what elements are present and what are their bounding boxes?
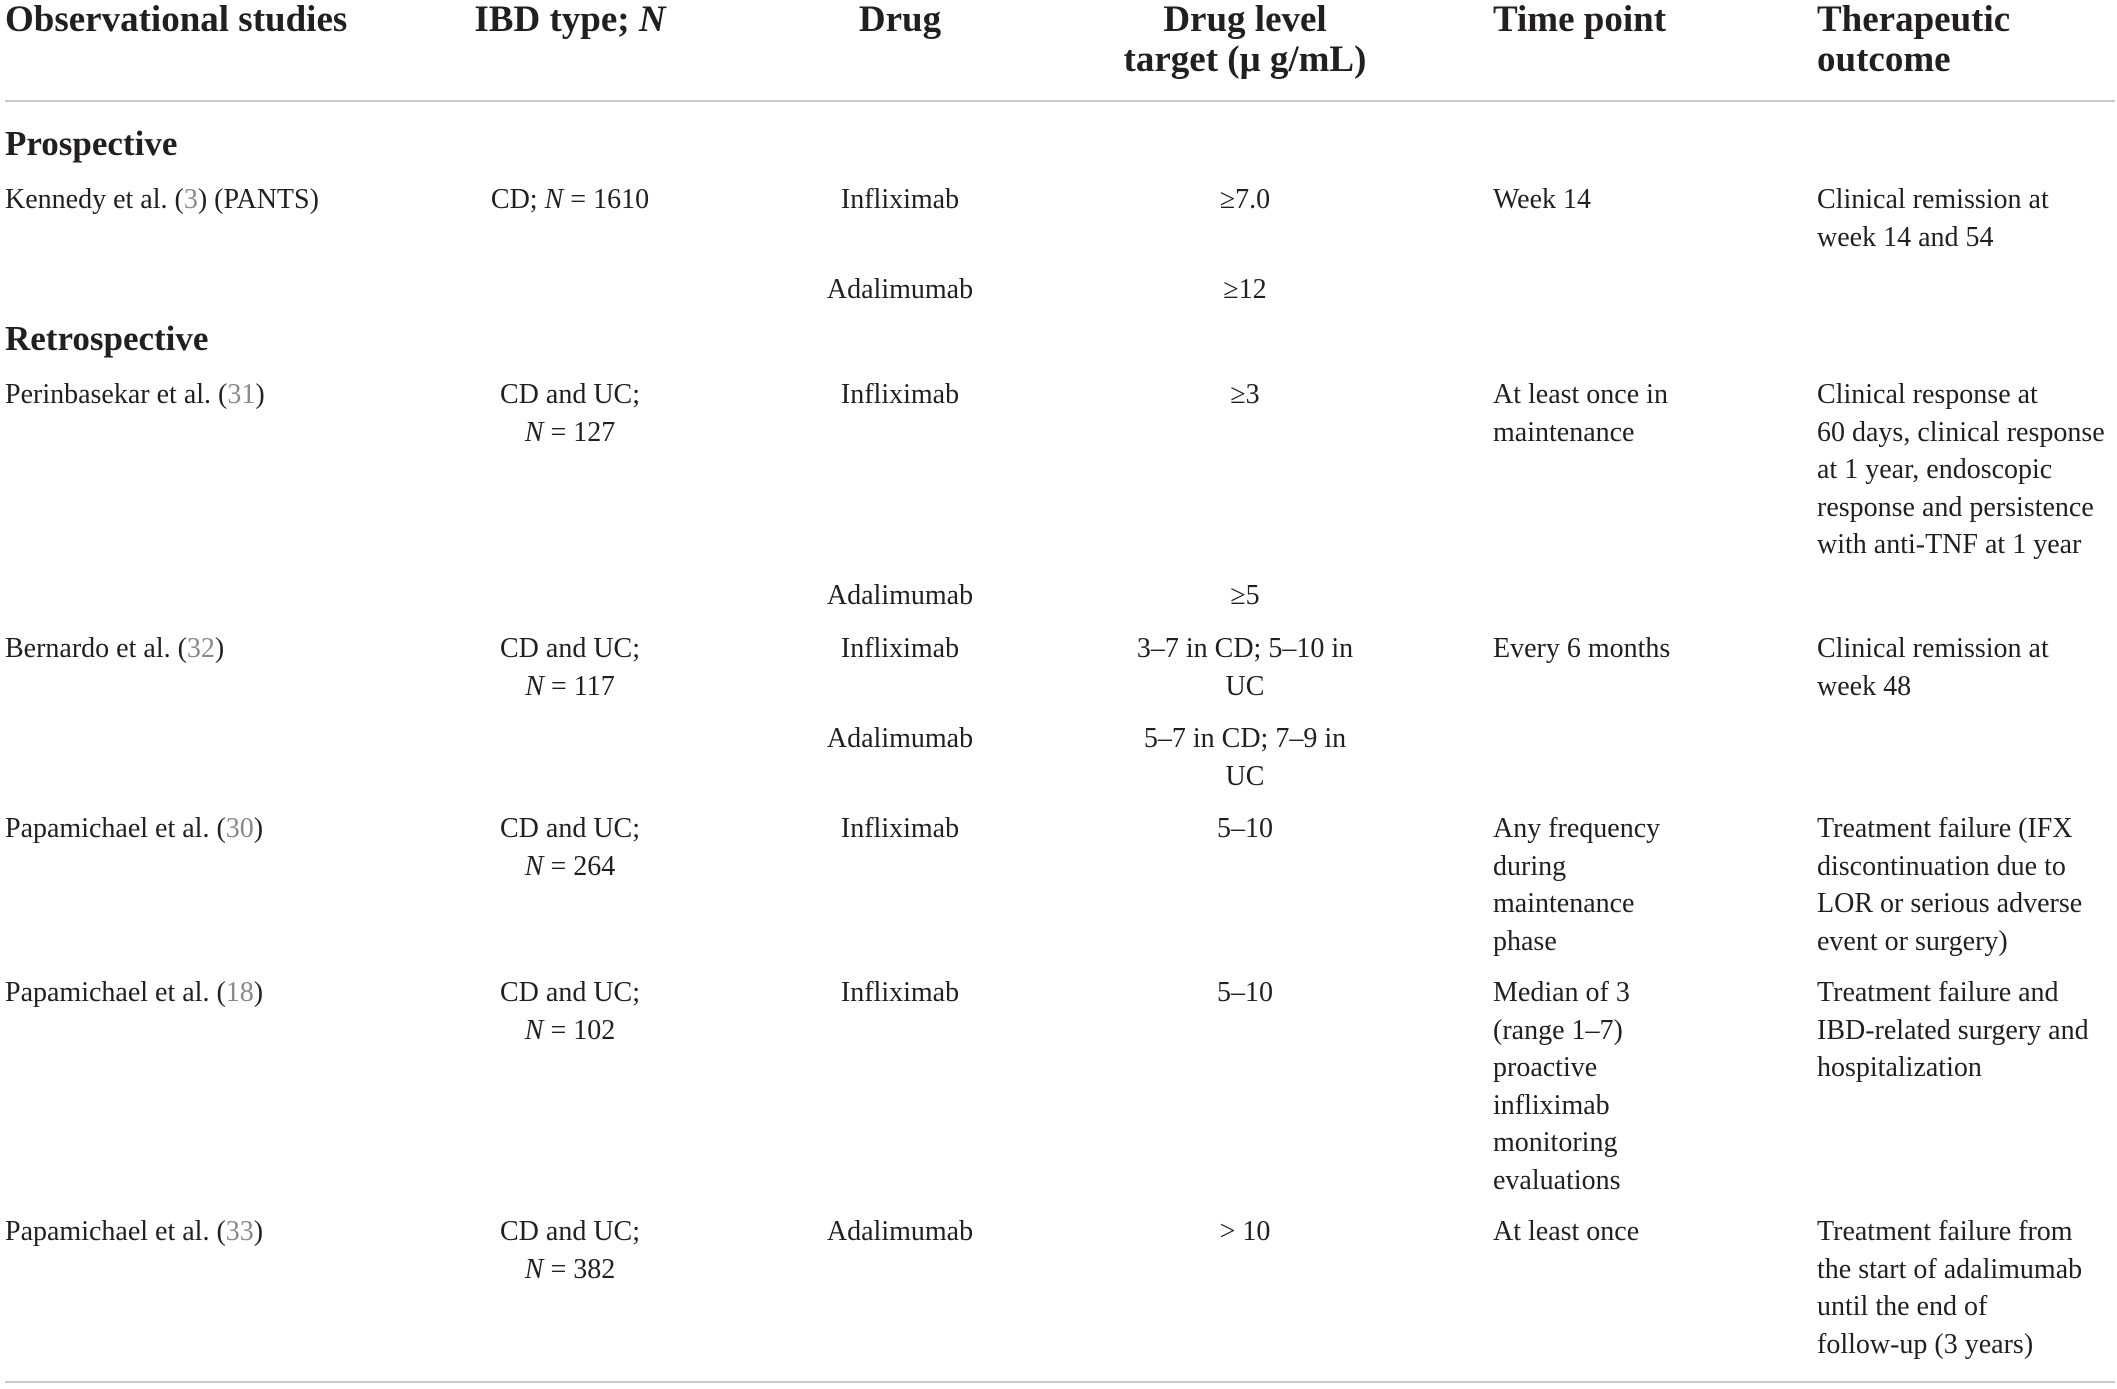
header-ibd-type: IBD type; N (474, 0, 666, 40)
row-0-drug-level: ≥7.0 (1219, 184, 1271, 215)
reference-link[interactable]: 18 (225, 977, 254, 1008)
row-8-time-point: At least once (1493, 1216, 1640, 1247)
row-0-time-point: Week 14 (1493, 184, 1592, 215)
header-divider (5, 100, 2115, 102)
table-bottom-rule (5, 1381, 2115, 1383)
row-7-drug: Infliximab (840, 977, 960, 1008)
row-7-time-point: Median of 3 (range 1–7) proactive infliximab monitoring evaluations (1493, 977, 1630, 1196)
reference-link[interactable]: 30 (225, 813, 254, 844)
row-0-outcome: Clinical remission at week 14 and 54 (1817, 184, 2049, 253)
reference-link[interactable]: 32 (186, 633, 215, 664)
row-5-drug-level: 5–7 in CD; 7–9 in UC (1143, 723, 1347, 792)
reference-link[interactable]: 31 (227, 379, 256, 410)
row-3-drug-level: ≥5 (1230, 580, 1260, 611)
row-4-time-point: Every 6 months (1493, 633, 1671, 664)
row-1-drug-level: ≥12 (1223, 274, 1267, 305)
row-0-drug: Infliximab (840, 184, 960, 215)
reference-link[interactable]: 33 (225, 1216, 254, 1247)
row-5-drug: Adalimumab (826, 723, 974, 754)
row-7-outcome: Treatment failure and IBD-related surgery and hospitalization (1817, 977, 2089, 1083)
row-8-outcome: Treatment failure from the start of adalimumab until the end of follow-up (3 years) (1817, 1216, 2083, 1360)
row-6-outcome: Treatment failure (IFX discontinuation due to LOR or serious adverse event or surgery) (1817, 813, 2083, 957)
row-8-drug-level: > 10 (1219, 1216, 1271, 1247)
row-2-time-point: At least once in maintenance (1493, 379, 1668, 448)
row-1-drug: Adalimumab (826, 274, 974, 305)
row-7-study: Papamichael et al. (18) (5, 977, 264, 1008)
section-prospective: Prospective (5, 124, 178, 163)
row-0-study: Kennedy et al. (3) (PANTS) (5, 184, 319, 215)
row-0-ibd-type: CD; N = 1610 (490, 184, 650, 215)
reference-link[interactable]: 3 (183, 184, 198, 215)
row-6-ibd-type: CD and UC; N = 264 (500, 813, 640, 882)
row-4-study: Bernardo et al. (32) (5, 633, 225, 664)
row-3-drug: Adalimumab (826, 580, 974, 611)
row-2-drug: Infliximab (840, 379, 960, 410)
row-2-outcome: Clinical response at 60 days, clinical response at 1 year, endoscopic response and persistence with anti-TNF at 1 year (1817, 379, 2105, 560)
row-8-ibd-type: CD and UC; N = 382 (500, 1216, 640, 1285)
section-retrospective: Retrospective (5, 319, 209, 358)
row-4-drug-level: 3–7 in CD; 5–10 in UC (1136, 633, 1354, 702)
row-2-study: Perinbasekar et al. (31) (5, 379, 265, 410)
row-4-outcome: Clinical remission at week 48 (1817, 633, 2049, 702)
row-7-ibd-type: CD and UC; N = 102 (500, 977, 640, 1046)
row-6-study: Papamichael et al. (30) (5, 813, 264, 844)
header-drug-level-target: Drug level target (μ g/mL) (1123, 0, 1367, 80)
row-7-drug-level: 5–10 (1217, 977, 1273, 1008)
header-time-point: Time point (1493, 0, 1667, 40)
row-2-ibd-type: CD and UC; N = 127 (500, 379, 640, 448)
row-2-drug-level: ≥3 (1230, 379, 1260, 410)
row-6-drug-level: 5–10 (1217, 813, 1273, 844)
header-drug: Drug (858, 0, 942, 40)
row-6-time-point: Any frequency during maintenance phase (1493, 813, 1661, 957)
header-therapeutic-outcome: Therapeutic outcome (1817, 0, 2011, 80)
row-6-drug: Infliximab (840, 813, 960, 844)
row-8-drug: Adalimumab (826, 1216, 974, 1247)
row-8-study: Papamichael et al. (33) (5, 1216, 264, 1247)
row-4-ibd-type: CD and UC; N = 117 (500, 633, 640, 702)
row-4-drug: Infliximab (840, 633, 960, 664)
header-observational-studies: Observational studies (5, 0, 348, 40)
